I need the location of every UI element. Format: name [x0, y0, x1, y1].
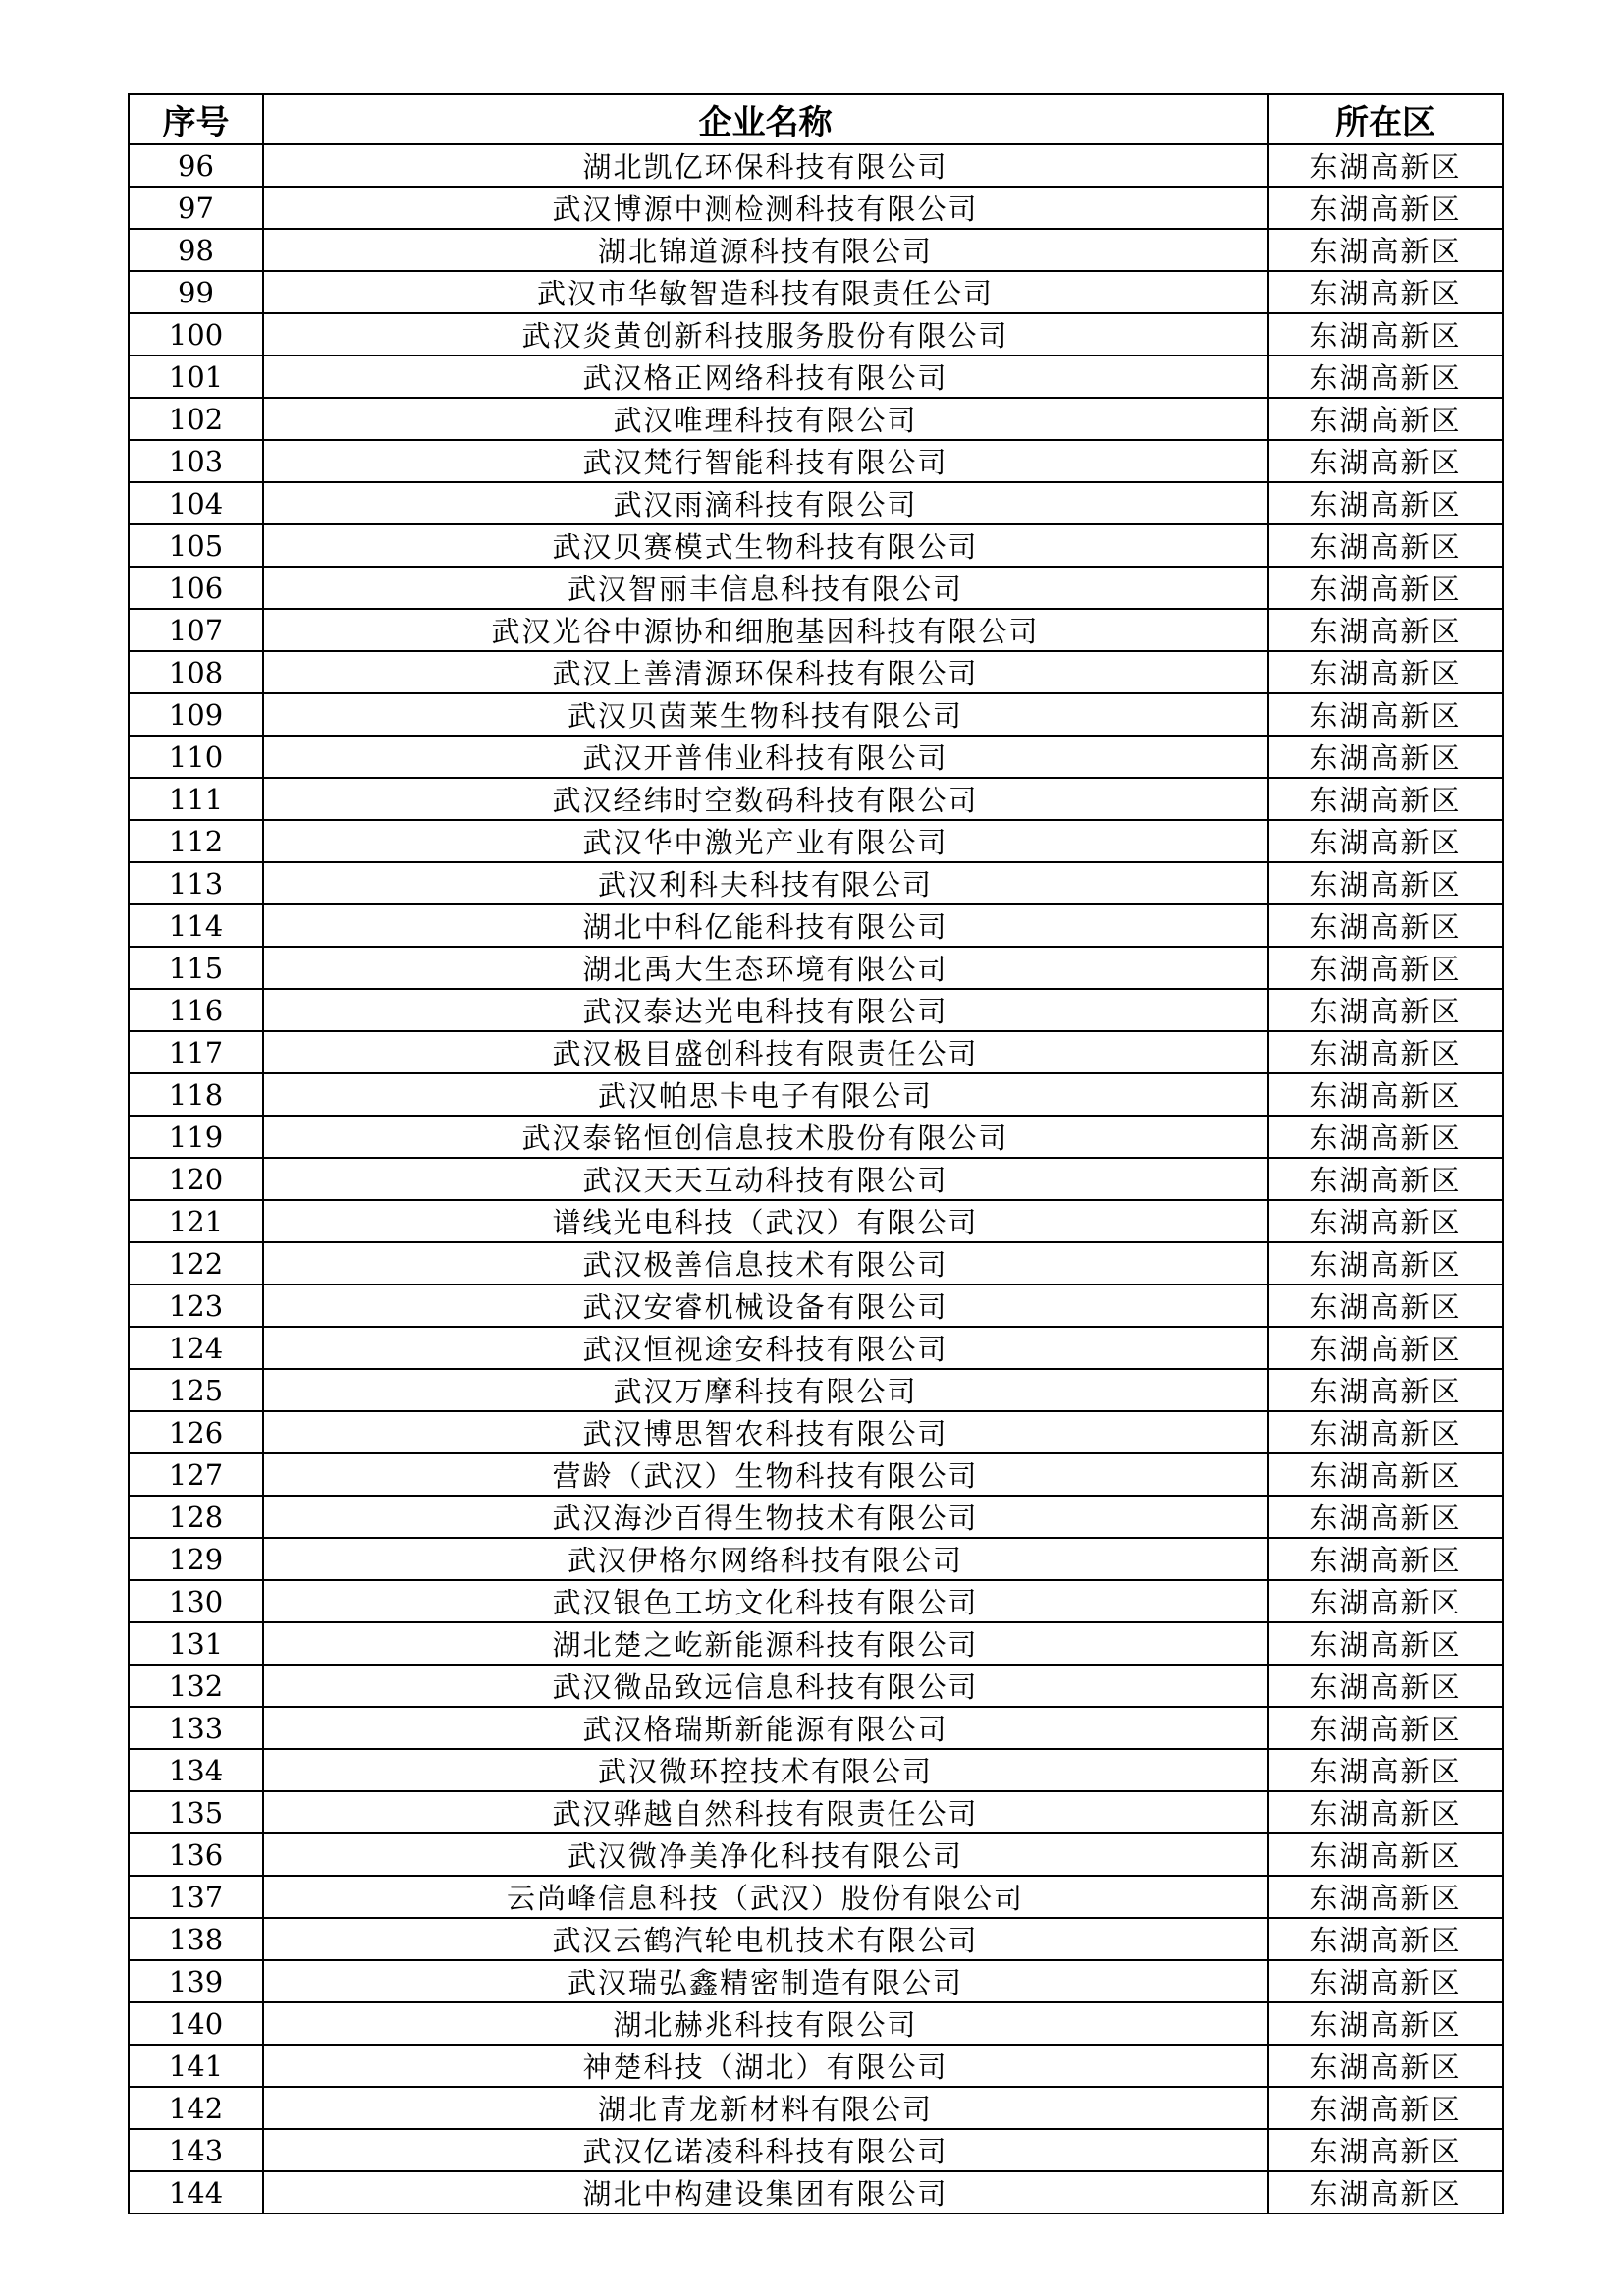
table-body: [129, 144, 1503, 2214]
district-cell: 东湖高新区: [1268, 1960, 1503, 2002]
serial-number-cell: 133: [129, 1707, 263, 1749]
serial-number-cell: 103: [129, 440, 263, 482]
serial-number-cell: 141: [129, 2045, 263, 2087]
company-name-cell: 武汉泰达光电科技有限公司: [263, 989, 1268, 1031]
table-row: [129, 1707, 1503, 1749]
district-cell: 东湖高新区: [1268, 693, 1503, 736]
district-cell: 东湖高新区: [1268, 1200, 1503, 1242]
table-row: [129, 1242, 1503, 1285]
table-row: [129, 1665, 1503, 1707]
district-cell: 东湖高新区: [1268, 609, 1503, 651]
company-name-cell: 武汉亿诺凌科科技有限公司: [263, 2129, 1268, 2171]
company-name-cell: 武汉华中激光产业有限公司: [263, 820, 1268, 862]
serial-number-cell: 144: [129, 2171, 263, 2214]
company-name-cell: 武汉上善清源环保科技有限公司: [263, 651, 1268, 693]
header-row: [129, 94, 1503, 144]
district-cell: 东湖高新区: [1268, 1453, 1503, 1496]
serial-number-cell: 130: [129, 1580, 263, 1622]
company-name-cell: 武汉利科夫科技有限公司: [263, 862, 1268, 904]
table-row: [129, 1496, 1503, 1538]
serial-number-cell: 139: [129, 1960, 263, 2002]
company-name-cell: 武汉骅越自然科技有限责任公司: [263, 1791, 1268, 1833]
table-row: [129, 1918, 1503, 1960]
serial-number-cell: 138: [129, 1918, 263, 1960]
serial-number-cell: 143: [129, 2129, 263, 2171]
serial-number-cell: 97: [129, 187, 263, 229]
company-name-cell: 武汉微环控技术有限公司: [263, 1749, 1268, 1791]
district-cell: 东湖高新区: [1268, 1538, 1503, 1580]
district-cell: 东湖高新区: [1268, 144, 1503, 187]
serial-number-cell: 106: [129, 567, 263, 609]
table-row: [129, 693, 1503, 736]
serial-number-cell: 105: [129, 524, 263, 567]
table-header: [129, 94, 1503, 144]
district-cell: 东湖高新区: [1268, 862, 1503, 904]
serial-number-cell: 113: [129, 862, 263, 904]
table-row: [129, 1200, 1503, 1242]
serial-number-cell: 120: [129, 1158, 263, 1200]
serial-number-cell: 125: [129, 1369, 263, 1411]
table-row: [129, 1411, 1503, 1453]
serial-number-cell: 118: [129, 1073, 263, 1116]
table-row: [129, 355, 1503, 398]
district-cell: 东湖高新区: [1268, 989, 1503, 1031]
company-name-cell: 武汉经纬时空数码科技有限公司: [263, 778, 1268, 820]
table-row: [129, 440, 1503, 482]
company-name-cell: 武汉天天互动科技有限公司: [263, 1158, 1268, 1200]
table-row: [129, 1538, 1503, 1580]
district-cell: 东湖高新区: [1268, 1833, 1503, 1876]
company-name-cell: 武汉炎黄创新科技服务股份有限公司: [263, 313, 1268, 355]
district-cell: 东湖高新区: [1268, 1073, 1503, 1116]
table-row: [129, 1876, 1503, 1918]
serial-number-cell: 123: [129, 1285, 263, 1327]
serial-number-cell: 102: [129, 398, 263, 440]
district-cell: 东湖高新区: [1268, 1918, 1503, 1960]
serial-number-cell: 115: [129, 947, 263, 989]
district-cell: 东湖高新区: [1268, 2129, 1503, 2171]
district-cell: 东湖高新区: [1268, 2002, 1503, 2045]
table-row: [129, 2129, 1503, 2171]
table-row: [129, 1749, 1503, 1791]
district-cell: 东湖高新区: [1268, 524, 1503, 567]
serial-number-cell: 132: [129, 1665, 263, 1707]
company-name-cell: 武汉瑞弘鑫精密制造有限公司: [263, 1960, 1268, 2002]
table-row: [129, 1073, 1503, 1116]
table-row: [129, 1960, 1503, 2002]
table-row: [129, 2171, 1503, 2214]
table-row: [129, 482, 1503, 524]
company-name-cell: 武汉格正网络科技有限公司: [263, 355, 1268, 398]
table-row: [129, 1580, 1503, 1622]
district-cell: 东湖高新区: [1268, 1496, 1503, 1538]
table-row: [129, 1158, 1503, 1200]
district-cell: 东湖高新区: [1268, 440, 1503, 482]
company-name-cell: 武汉开普伟业科技有限公司: [263, 736, 1268, 778]
serial-number-cell: 126: [129, 1411, 263, 1453]
company-name-cell: 武汉安睿机械设备有限公司: [263, 1285, 1268, 1327]
table-row: [129, 567, 1503, 609]
serial-number-cell: 127: [129, 1453, 263, 1496]
district-cell: 东湖高新区: [1268, 820, 1503, 862]
table-row: [129, 1453, 1503, 1496]
company-name-cell: 武汉帕思卡电子有限公司: [263, 1073, 1268, 1116]
company-name-cell: 武汉贝赛模式生物科技有限公司: [263, 524, 1268, 567]
company-name-cell: 武汉市华敏智造科技有限责任公司: [263, 271, 1268, 313]
serial-number-cell: 135: [129, 1791, 263, 1833]
header-company-name: 企业名称: [263, 94, 1268, 144]
company-name-cell: 武汉唯理科技有限公司: [263, 398, 1268, 440]
district-cell: 东湖高新区: [1268, 1369, 1503, 1411]
table-row: [129, 1285, 1503, 1327]
company-name-cell: 谱线光电科技（武汉）有限公司: [263, 1200, 1268, 1242]
table-row: [129, 736, 1503, 778]
serial-number-cell: 140: [129, 2002, 263, 2045]
company-name-cell: 武汉泰铭恒创信息技术股份有限公司: [263, 1116, 1268, 1158]
company-name-cell: 武汉银色工坊文化科技有限公司: [263, 1580, 1268, 1622]
district-cell: 东湖高新区: [1268, 904, 1503, 947]
table-row: [129, 1116, 1503, 1158]
serial-number-cell: 116: [129, 989, 263, 1031]
company-name-cell: 武汉雨滴科技有限公司: [263, 482, 1268, 524]
serial-number-cell: 122: [129, 1242, 263, 1285]
district-cell: 东湖高新区: [1268, 271, 1503, 313]
district-cell: 东湖高新区: [1268, 1327, 1503, 1369]
serial-number-cell: 96: [129, 144, 263, 187]
table-row: [129, 524, 1503, 567]
district-cell: 东湖高新区: [1268, 1707, 1503, 1749]
table-row: [129, 1622, 1503, 1665]
serial-number-cell: 110: [129, 736, 263, 778]
district-cell: 东湖高新区: [1268, 187, 1503, 229]
table-row: [129, 2045, 1503, 2087]
company-name-cell: 湖北锦道源科技有限公司: [263, 229, 1268, 271]
serial-number-cell: 100: [129, 313, 263, 355]
company-name-cell: 武汉贝茵莱生物科技有限公司: [263, 693, 1268, 736]
table-row: [129, 229, 1503, 271]
company-name-cell: 武汉微净美净化科技有限公司: [263, 1833, 1268, 1876]
serial-number-cell: 119: [129, 1116, 263, 1158]
serial-number-cell: 109: [129, 693, 263, 736]
table-row: [129, 1327, 1503, 1369]
company-name-cell: 湖北青龙新材料有限公司: [263, 2087, 1268, 2129]
district-cell: 东湖高新区: [1268, 1876, 1503, 1918]
district-cell: 东湖高新区: [1268, 398, 1503, 440]
district-cell: 东湖高新区: [1268, 1580, 1503, 1622]
district-cell: 东湖高新区: [1268, 651, 1503, 693]
company-name-cell: 武汉极善信息技术有限公司: [263, 1242, 1268, 1285]
company-name-cell: 湖北中构建设集团有限公司: [263, 2171, 1268, 2214]
table-row: [129, 609, 1503, 651]
district-cell: 东湖高新区: [1268, 567, 1503, 609]
serial-number-cell: 129: [129, 1538, 263, 1580]
company-name-cell: 湖北楚之屹新能源科技有限公司: [263, 1622, 1268, 1665]
company-name-cell: 武汉恒视途安科技有限公司: [263, 1327, 1268, 1369]
table-row: [129, 989, 1503, 1031]
serial-number-cell: 142: [129, 2087, 263, 2129]
district-cell: 东湖高新区: [1268, 778, 1503, 820]
serial-number-cell: 112: [129, 820, 263, 862]
serial-number-cell: 114: [129, 904, 263, 947]
serial-number-cell: 128: [129, 1496, 263, 1538]
serial-number-cell: 131: [129, 1622, 263, 1665]
serial-number-cell: 98: [129, 229, 263, 271]
district-cell: 东湖高新区: [1268, 1116, 1503, 1158]
district-cell: 东湖高新区: [1268, 482, 1503, 524]
company-name-cell: 武汉极目盛创科技有限责任公司: [263, 1031, 1268, 1073]
district-cell: 东湖高新区: [1268, 2087, 1503, 2129]
serial-number-cell: 136: [129, 1833, 263, 1876]
company-name-cell: 营龄（武汉）生物科技有限公司: [263, 1453, 1268, 1496]
company-name-cell: 湖北凯亿环保科技有限公司: [263, 144, 1268, 187]
table-row: [129, 1833, 1503, 1876]
serial-number-cell: 111: [129, 778, 263, 820]
district-cell: 东湖高新区: [1268, 1791, 1503, 1833]
company-name-cell: 武汉格瑞斯新能源有限公司: [263, 1707, 1268, 1749]
district-cell: 东湖高新区: [1268, 1665, 1503, 1707]
table-row: [129, 398, 1503, 440]
table-row: [129, 778, 1503, 820]
table-row: [129, 2002, 1503, 2045]
company-name-cell: 武汉云鹤汽轮电机技术有限公司: [263, 1918, 1268, 1960]
company-name-cell: 武汉伊格尔网络科技有限公司: [263, 1538, 1268, 1580]
serial-number-cell: 134: [129, 1749, 263, 1791]
serial-number-cell: 107: [129, 609, 263, 651]
table-row: [129, 187, 1503, 229]
district-cell: 东湖高新区: [1268, 313, 1503, 355]
company-name-cell: 武汉博思智农科技有限公司: [263, 1411, 1268, 1453]
district-cell: 东湖高新区: [1268, 1285, 1503, 1327]
district-cell: 东湖高新区: [1268, 1158, 1503, 1200]
table-row: [129, 1369, 1503, 1411]
district-cell: 东湖高新区: [1268, 1031, 1503, 1073]
serial-number-cell: 121: [129, 1200, 263, 1242]
table-row: [129, 144, 1503, 187]
district-cell: 东湖高新区: [1268, 947, 1503, 989]
company-name-cell: 湖北禹大生态环境有限公司: [263, 947, 1268, 989]
company-name-cell: 湖北赫兆科技有限公司: [263, 2002, 1268, 2045]
serial-number-cell: 101: [129, 355, 263, 398]
serial-number-cell: 124: [129, 1327, 263, 1369]
company-name-cell: 武汉微品致远信息科技有限公司: [263, 1665, 1268, 1707]
serial-number-cell: 117: [129, 1031, 263, 1073]
company-name-cell: 武汉万摩科技有限公司: [263, 1369, 1268, 1411]
district-cell: 东湖高新区: [1268, 229, 1503, 271]
table-row: [129, 2087, 1503, 2129]
table-row: [129, 947, 1503, 989]
district-cell: 东湖高新区: [1268, 736, 1503, 778]
company-name-cell: 武汉博源中测检测科技有限公司: [263, 187, 1268, 229]
district-cell: 东湖高新区: [1268, 2171, 1503, 2214]
table-row: [129, 862, 1503, 904]
table-row: [129, 1791, 1503, 1833]
header-district: 所在区: [1268, 94, 1503, 144]
serial-number-cell: 108: [129, 651, 263, 693]
serial-number-cell: 99: [129, 271, 263, 313]
table-row: [129, 271, 1503, 313]
table-row: [129, 1031, 1503, 1073]
serial-number-cell: 104: [129, 482, 263, 524]
district-cell: 东湖高新区: [1268, 355, 1503, 398]
company-name-cell: 武汉梵行智能科技有限公司: [263, 440, 1268, 482]
table-row: [129, 820, 1503, 862]
company-name-cell: 神楚科技（湖北）有限公司: [263, 2045, 1268, 2087]
company-name-cell: 湖北中科亿能科技有限公司: [263, 904, 1268, 947]
company-list-table: [128, 93, 1504, 2214]
table-row: [129, 651, 1503, 693]
company-name-cell: 云尚峰信息科技（武汉）股份有限公司: [263, 1876, 1268, 1918]
district-cell: 东湖高新区: [1268, 2045, 1503, 2087]
district-cell: 东湖高新区: [1268, 1749, 1503, 1791]
table-row: [129, 904, 1503, 947]
company-name-cell: 武汉智丽丰信息科技有限公司: [263, 567, 1268, 609]
district-cell: 东湖高新区: [1268, 1622, 1503, 1665]
table-row: [129, 313, 1503, 355]
district-cell: 东湖高新区: [1268, 1411, 1503, 1453]
district-cell: 东湖高新区: [1268, 1242, 1503, 1285]
header-serial-number: 序号: [129, 94, 263, 144]
company-name-cell: 武汉海沙百得生物技术有限公司: [263, 1496, 1268, 1538]
company-name-cell: 武汉光谷中源协和细胞基因科技有限公司: [263, 609, 1268, 651]
serial-number-cell: 137: [129, 1876, 263, 1918]
